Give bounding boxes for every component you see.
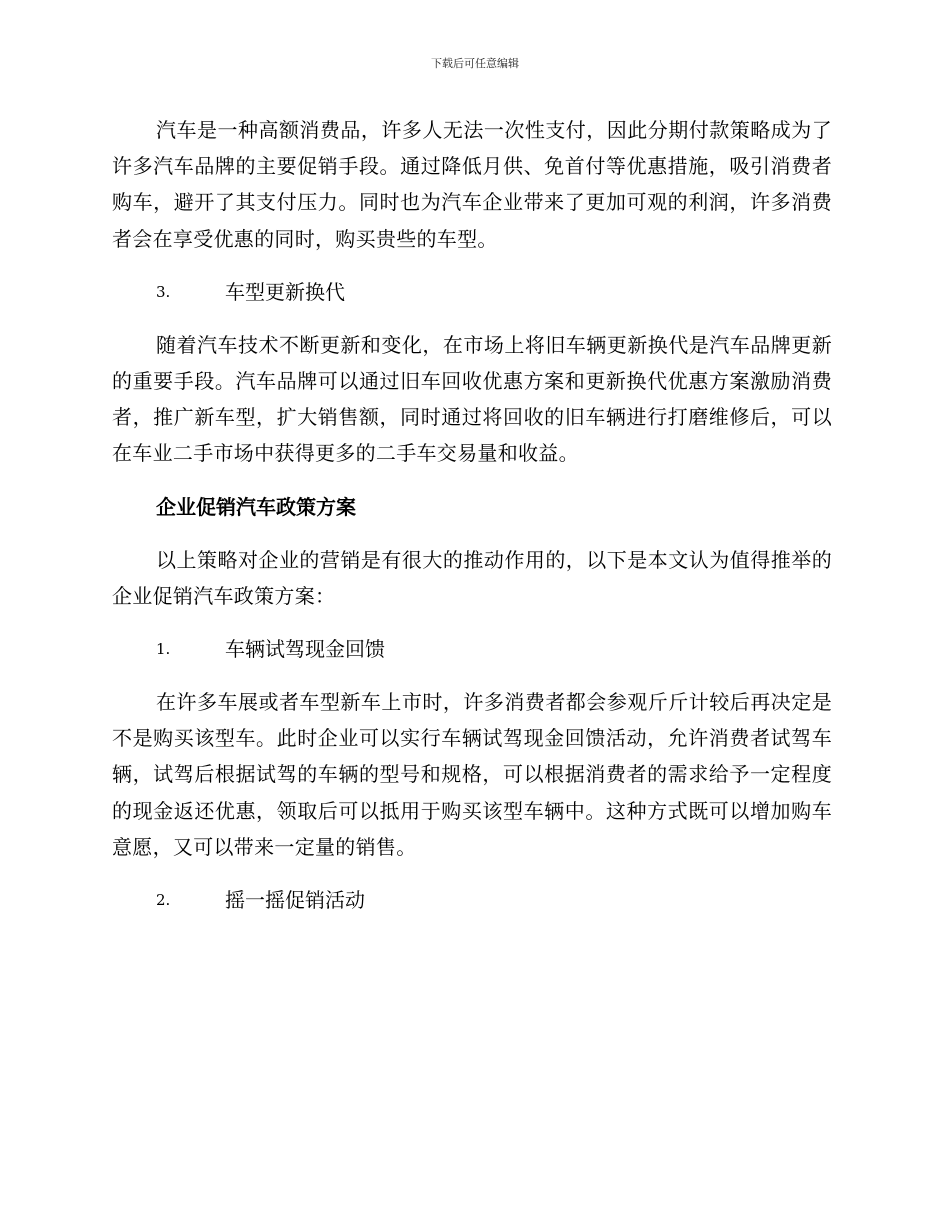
list-number: 2. xyxy=(156,891,171,910)
document-body xyxy=(112,112,832,918)
paragraph-model-update: 随着汽车技术不断更新和变化，在市场上将旧车辆更新换代是汽车品牌更新的重要手段。汽车品牌可以通过旧车回收优惠方案和更新换代优惠方案激励消费者，推广新车型，扩大销售额，同时通过将回收的旧车辆进行打磨维修后，可以在车业二手市场中获得更多的二手车交易量和收益。 xyxy=(112,332,832,466)
paragraph-installment: 汽车是一种高额消费品，许多人无法一次性支付，因此分期付款策略成为了许多汽车品牌的主要促销手段。通过降低月供、免首付等优惠措施，吸引消费者购车，避开了其支付压力。同时也为汽车企业带来了更加可观的利润，许多消费者会在享受优惠的同时，购买贵些的车型。 xyxy=(112,118,832,251)
page-header: 下载后可任意编辑 xyxy=(431,57,519,70)
list-number: 3. xyxy=(156,282,171,301)
list-item-title: 车辆试驾现金回馈 xyxy=(225,637,385,662)
list-item-title: 摇一摇促销活动 xyxy=(225,888,365,913)
list-item-shake-promo xyxy=(112,882,832,918)
list-item-model-update xyxy=(112,274,832,310)
list-item-title: 车型更新换代 xyxy=(225,279,345,304)
list-item-test-drive xyxy=(112,631,832,667)
paragraph-test-drive: 在许多车展或者车型新车上市时，许多消费者都会参观斤斤计较后再决定是不是购买该型车。此时企业可以实行车辆试驾现金回馈活动，允许消费者试驾车辆，试驾后根据试驾的车辆的型号和规格，可以根据消费者的需求给予一定程度的现金返还优惠，领取后可以抵用于购买该型车辆中。这种方式既可以增加购车意愿，又可以带来一定量的销售。 xyxy=(112,690,832,859)
section-heading: 企业促销汽车政策方案 xyxy=(156,494,356,519)
paragraph-policy-intro: 以上策略对企业的营销是有很大的推动作用的，以下是本文认为值得推举的企业促销汽车政策方案： xyxy=(112,547,832,608)
list-number: 1. xyxy=(156,640,171,659)
